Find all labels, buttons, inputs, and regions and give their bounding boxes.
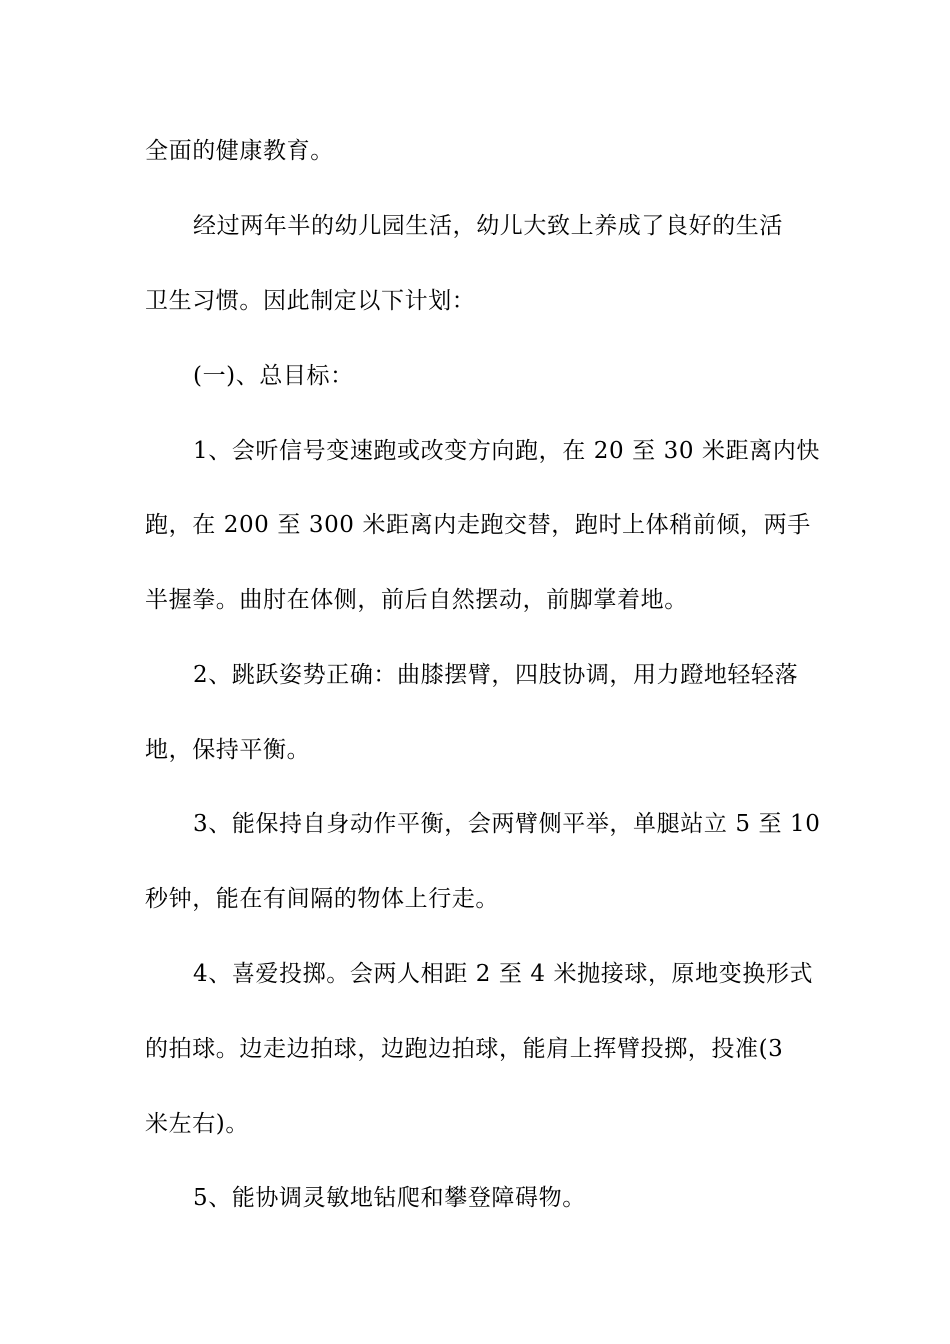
text-line-8: 2、跳跃姿势正确：曲膝摆臂，四肢协调，用力蹬地轻轻落 xyxy=(193,662,799,688)
text-line-1: 全面的健康教育。 xyxy=(145,138,334,164)
text-line-9: 地，保持平衡。 xyxy=(145,737,311,763)
text-line-11: 秒钟，能在有间隔的物体上行走。 xyxy=(145,886,499,912)
section-heading: (一)、总目标： xyxy=(193,363,354,389)
text-line-6: 跑，在 200 至 300 米距离内走跑交替，跑时上体稍前倾，两手 xyxy=(145,512,811,538)
text-line-3: 卫生习惯。因此制定以下计划： xyxy=(145,288,476,314)
text-line-14: 米左右)。 xyxy=(145,1111,249,1137)
text-line-5: 1、会听信号变速跑或改变方向跑，在 20 至 30 米距离内快 xyxy=(193,438,821,464)
text-line-2: 经过两年半的幼儿园生活，幼儿大致上养成了良好的生活 xyxy=(193,213,783,239)
text-line-12: 4、喜爱投掷。会两人相距 2 至 4 米抛接球，原地变换形式 xyxy=(193,961,814,987)
text-line-10: 3、能保持自身动作平衡，会两臂侧平举，单腿站立 5 至 10 xyxy=(193,811,821,837)
text-line-7: 半握拳。曲肘在体侧，前后自然摆动，前脚掌着地。 xyxy=(145,587,688,613)
text-line-13: 的拍球。边走边拍球，边跑边拍球，能肩上挥臂投掷，投准(3 xyxy=(145,1036,784,1062)
text-line-15: 5、能协调灵敏地钻爬和攀登障碍物。 xyxy=(193,1185,586,1211)
